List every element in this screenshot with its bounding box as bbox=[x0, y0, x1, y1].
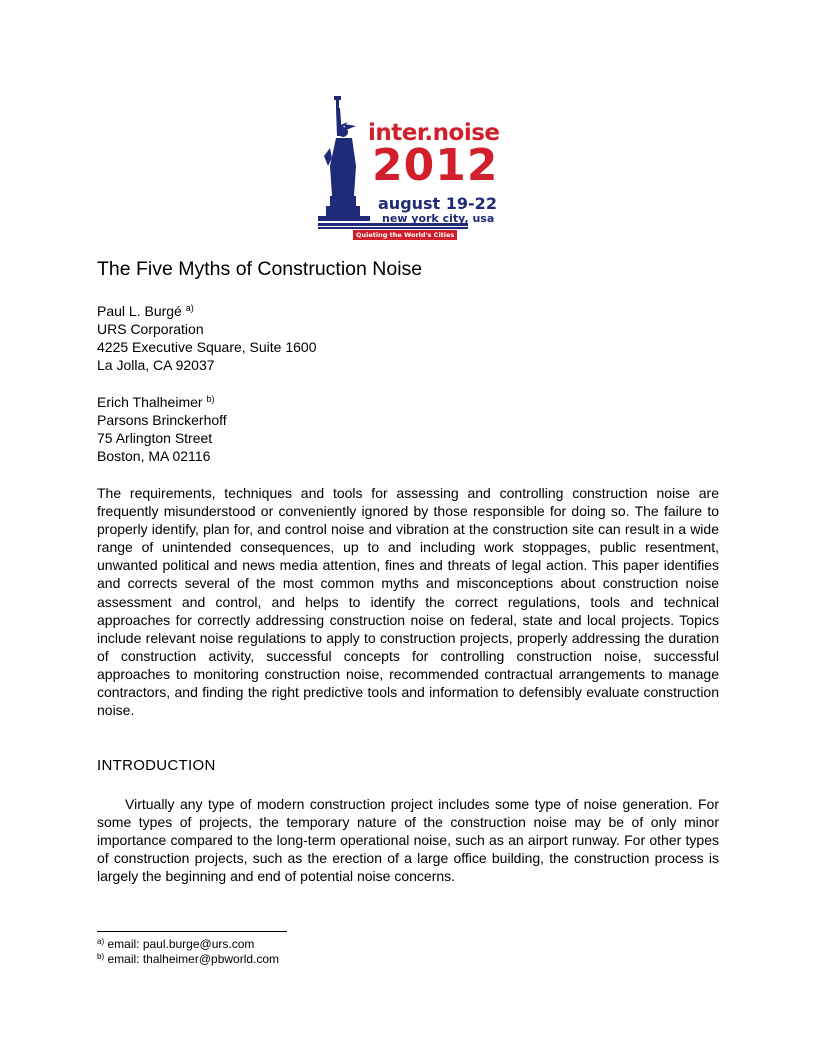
logo-year-text: 2012 bbox=[372, 140, 499, 191]
footnote-text: email: thalheimer@pbworld.com bbox=[107, 952, 280, 966]
author-address-line: 75 Arlington Street bbox=[97, 430, 213, 446]
abstract-paragraph: The requirements, techniques and tools for assessing and controlling construction noise are frequently misunderstood or conveniently ignored by those responsible for doing so. The failure to properly identify, plan for, and control noise and vibration at the construction site can result in a wide range of unintended consequences, up to and including work stoppages, public resentment, unwanted political and news media attention, fines and threats of legal action. This paper identifies and corrects several of the most common myths and misconceptions about construction noise assessment and control, and helps to identify the correct regulations, tools and technical approaches for correctly addressing construction noise on federal, state and local projects. Topics include relevant noise regulations to apply to construction projects, properly addressing the duration of construction activity, successful concepts for controlling construction noise, successful approaches to monitoring construction noise, recommended contractual arrangements to manage contractors, and finding the right predictive tools and information to defensibly evaluate construction noise. bbox=[97, 485, 719, 719]
author-affiliation: Parsons Brinckerhoff bbox=[97, 412, 227, 428]
author-name: Erich Thalheimer bbox=[97, 394, 203, 410]
logo-brand-text: inter.noise bbox=[368, 120, 500, 146]
author-name: Paul L. Burgé bbox=[97, 303, 182, 319]
author-affiliation: URS Corporation bbox=[97, 321, 204, 337]
logo-dates-text: august 19-22 bbox=[378, 194, 497, 213]
author-block bbox=[97, 393, 227, 465]
footnote-item bbox=[97, 937, 279, 952]
footnote-marker: b) bbox=[206, 394, 215, 404]
footnote-marker: a) bbox=[97, 937, 105, 946]
footnote-marker: b) bbox=[97, 952, 105, 961]
footnote-marker: a) bbox=[185, 303, 194, 313]
author-name-line bbox=[97, 393, 227, 411]
footnote-text: email: paul.burge@urs.com bbox=[107, 937, 255, 951]
footnotes bbox=[97, 937, 279, 967]
section-heading-introduction: INTRODUCTION bbox=[97, 757, 216, 774]
author-address-line: Boston, MA 02116 bbox=[97, 448, 211, 464]
introduction-paragraph: Virtually any type of modern construction project includes some type of noise generation. For some types of projects, the temporary nature of the construction noise may be of only minor importance compared to the long-term operational noise, such as an airport runway. For other types of construction projects, such as the erection of a large office building, the construction process is largely the beginning and end of potential noise concerns. bbox=[97, 796, 719, 885]
footnote-divider bbox=[97, 931, 287, 932]
paper-title: The Five Myths of Construction Noise bbox=[97, 258, 423, 280]
conference-logo bbox=[318, 96, 504, 246]
author-block bbox=[97, 302, 317, 374]
logo-city-text: new york city, usa bbox=[382, 212, 495, 225]
author-name-line bbox=[97, 302, 317, 320]
author-address-line: 4225 Executive Square, Suite 1600 bbox=[97, 339, 317, 355]
author-address-line: La Jolla, CA 92037 bbox=[97, 357, 215, 373]
logo-tagline: Quieting the World's Cities bbox=[353, 230, 457, 240]
footnote-item bbox=[97, 952, 279, 967]
